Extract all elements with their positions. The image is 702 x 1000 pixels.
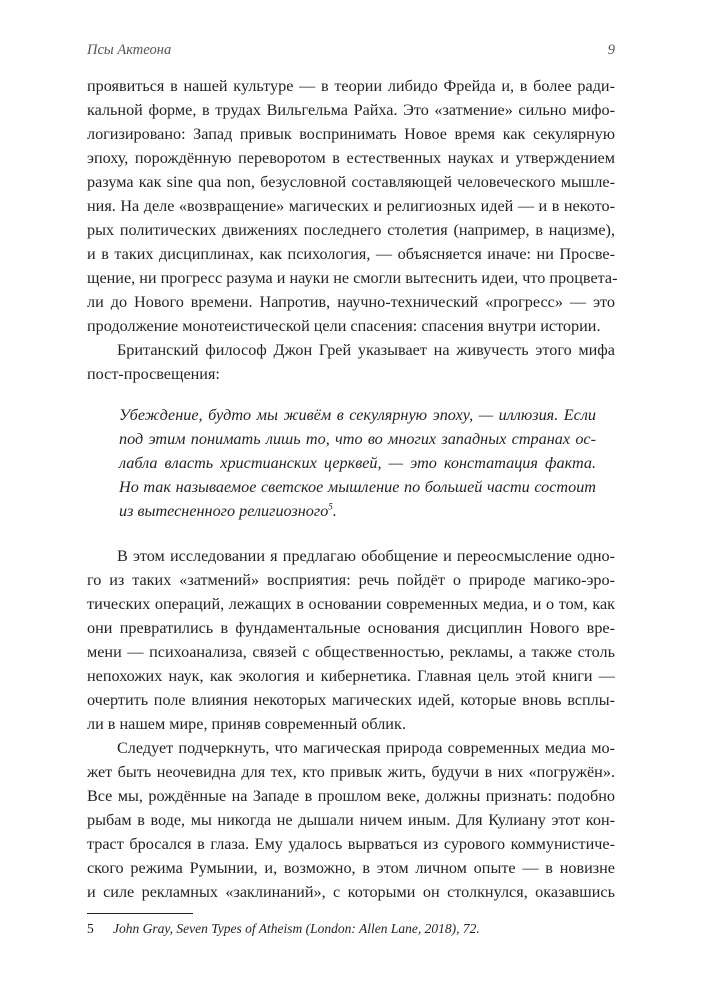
text-line: непохожих наук, как экология и кибернетика. Главная цель этой книги — (87, 667, 615, 685)
quote-line-last (119, 500, 596, 522)
footnote-text: John Gray, Seven Types of Atheism (London: Allen Lane, 2018), 72. (113, 921, 480, 936)
footnote-divider (87, 913, 193, 914)
text-line: тических операций, лежащих в основании современных медиа, и о том, как (87, 595, 615, 613)
text-line: эпоху, порождённую переворотом в естественных науках и утверждением (87, 149, 615, 167)
quote-line: Убеждение, будто мы живём в секулярную эпоху, — иллюзия. Если (119, 406, 596, 424)
text-line: щение, ни прогресс разума и науки не смогли вытеснить идеи, что процвета- (87, 269, 618, 287)
quote-text: из вытесненного религиозного (119, 502, 329, 520)
text-line: ли в нашем мире, приняв современный облик. (87, 715, 406, 733)
text-line: логизировано: Запад привык воспринимать Новое время как секулярную (87, 125, 615, 143)
text-line: пост-просвещения: (87, 365, 220, 383)
page-number: 9 (607, 42, 615, 58)
running-header (87, 42, 615, 62)
text-line: рыбам в воде, мы никогда не дышали ничем иным. Для Кулиану этот кон- (87, 811, 615, 829)
quote-end-punct: . (332, 502, 337, 520)
text-line: ли до Нового времени. Напротив, научно-технический «прогресс» — это (87, 293, 615, 311)
text-line: разума как sine qua non, безусловной составляющей человеческого мышле- (87, 173, 615, 191)
footnote-number: 5 (87, 921, 94, 936)
text-line: жет быть неочевидна для тех, кто привык жить, будучи в них «погружён». (87, 763, 615, 781)
running-title: Псы Актеона (87, 42, 172, 58)
text-line: кальной форме, в трудах Вильгельма Райха. Это «затмение» сильно мифо- (87, 101, 615, 119)
text-line: и силе рекламных «заклинаний», с которыми он столкнулся, оказавшись (87, 883, 615, 901)
text-line: и в таких дисциплинах, как психология, — объясняется иначе: ни Просве- (87, 245, 615, 263)
text-line: Британский философ Джон Грей указывает на живучесть этого мифа (117, 341, 615, 359)
quote-line: Но так называемое светское мышление по большей части состоит (119, 478, 596, 496)
text-line: В этом исследовании я предлагаю обобщение и переосмысление одно- (117, 547, 615, 565)
text-line: траст бросался в глаза. Ему удалось вырваться из сурового коммунистиче- (87, 835, 615, 853)
text-line: они превратились в фундаментальные основания дисциплин Нового вре- (87, 619, 615, 637)
text-line: Следует подчеркнуть, что магическая природа современных медиа мо- (117, 739, 615, 757)
text-line: мени — психоанализа, связей с общественностью, рекламы, а также столь (87, 643, 615, 661)
text-line: продолжение монотеистической цели спасения: спасения внутри истории. (87, 317, 601, 335)
quote-line: под этим понимать лишь то, что во многих западных странах ос- (119, 430, 596, 448)
text-line: ния. На деле «возвращение» магических и религиозных идей — и в некото- (87, 197, 615, 215)
text-line: ского режима Румынии, и, возможно, в этом личном опыте — в новизне (87, 859, 615, 877)
footnote-ref[interactable]: 5 (328, 501, 333, 512)
text-line: очертить поле влияния некоторых магических идей, которые вновь всплы- (87, 691, 615, 709)
text-line: Все мы, рождённые на Западе в прошлом веке, должны признать: подобно (87, 787, 615, 805)
quote-line: лабла власть христианских церквей, — это констатация факта. (119, 454, 596, 472)
text-line: го из таких «затмений» восприятия: речь пойдёт о природе магико-эро- (87, 571, 615, 589)
text-line: рых политических движениях последнего столетия (например, в нацизме), (87, 221, 615, 239)
text-line: проявиться в нашей культуре — в теории либидо Фрейда и, в более ради- (87, 77, 615, 95)
footnote (87, 921, 480, 937)
